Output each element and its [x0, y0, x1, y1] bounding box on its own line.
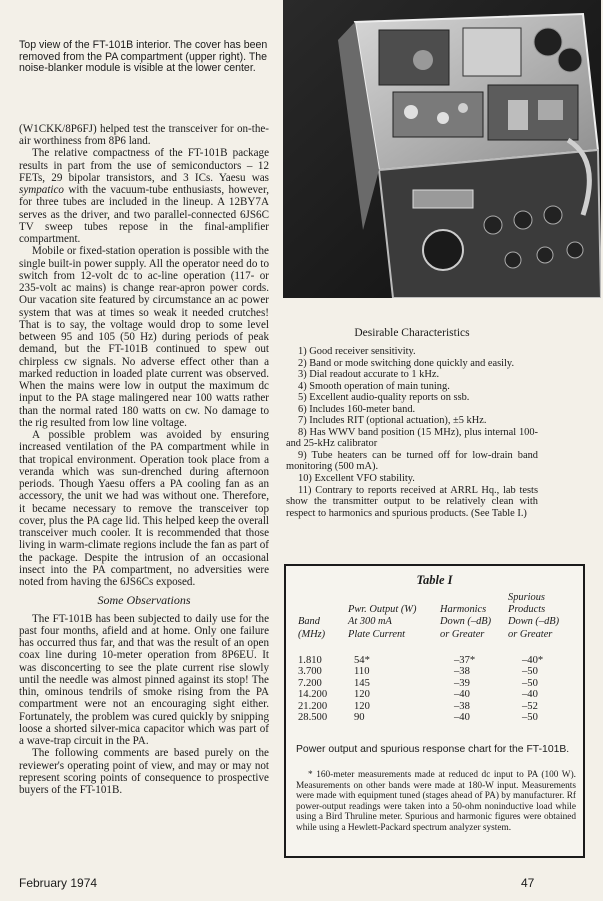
- table-cell: –40: [454, 712, 470, 724]
- characteristic-item: 11) Contrary to reports received at ARRL Hq., lab tests show the transmitter output to be relatively clean with respect to harmonics and spurious products. (See Table I.): [286, 484, 538, 519]
- header-line: [298, 604, 325, 616]
- transceiver-photo-graphic: [283, 0, 601, 298]
- characteristic-item: 7) Includes RIT (optional actuation), ±5 kHz.: [298, 415, 487, 427]
- header-line: Plate Current: [348, 628, 406, 640]
- table-cell: –40*: [522, 655, 544, 666]
- table-cell: 54*: [354, 655, 370, 666]
- page-number: 47: [521, 876, 535, 890]
- article-paragraph: (W1CKK/8P6FJ) helped test the transceiver for on-the-air worthiness from 8P6 land.: [19, 122, 269, 148]
- article-paragraph: The FT-101B has been subjected to daily use for the past four months, afield and at home. Only one failure has occurred thus far, and that was the result of an open coax line during 10-meter operation from 8P6EU. It was disconcerting to see the plate current rise slowly until the needle was almost pinned against its stop! The thin, ominous tendrils of smoke rising from the PA compartment were not an encouraging sight either. Fortunately, the problem was cured quickly by snipping loose a shorted silver-mica capacitor which was part of a wave-trap circuit in the PA.: [19, 612, 269, 748]
- header-line: or Greater: [440, 628, 485, 640]
- characteristics-section: [286, 327, 538, 519]
- characteristic-item: 6) Includes 160-meter band.: [298, 403, 416, 415]
- table-cell: –38: [454, 700, 470, 712]
- article-paragraph: [19, 147, 269, 245]
- section-heading: Some Observations: [97, 593, 191, 608]
- table-cell: 110: [354, 666, 370, 678]
- article-body: [19, 123, 269, 797]
- article-paragraph: Mobile or fixed-station operation is possible with the single built-in power supply. All the operator need do to switch from 12-volt dc to ac-line operation (117- or 235-volt ac mains) is change rear-apron power cords. Our vacation site featured by circumstance an ac power system that was at times so weak it needed crutches! That is to say, the voltage would drop to some level between 95 and 105 (50 Hz) during periods of peak demand, but the FT-101B continued to spew out chirpless cw signals. No adverse effect other than a marked reduction in loaded plate current was observed. When the mains were low in output the maximum dc input to the PA stage malingered near 100 watts rather than the normal rated 180 watts on cw. No damage to the rig resulted from low line voltage.: [19, 245, 269, 429]
- table-cell: 1.810: [298, 655, 322, 666]
- table-cell: –37*: [454, 655, 476, 666]
- header-line: Harmonics: [440, 604, 487, 616]
- header-line: (MHz): [298, 628, 326, 640]
- table-cell: 120: [354, 689, 370, 701]
- header-line: Band: [298, 616, 320, 628]
- header-line: Down (–dB): [440, 616, 492, 628]
- table-cell: –50: [522, 666, 538, 678]
- table-cell: 21.200: [298, 700, 328, 712]
- header-line: Spurious: [508, 592, 545, 603]
- table-cell: –50: [522, 677, 538, 689]
- power-column: [354, 655, 370, 723]
- header-line: Products: [508, 604, 546, 616]
- table-cell: 90: [354, 712, 365, 724]
- header-line: [348, 592, 416, 604]
- header-harmonics: [440, 592, 491, 641]
- characteristic-item: 8) Has WWV band position (15 MHz), plus internal 100- and 25-kHz calibrator: [286, 426, 538, 450]
- table-cell: –40: [454, 689, 470, 701]
- header-power: [348, 592, 416, 641]
- issue-date: February 1974: [19, 876, 98, 890]
- header-spurious: [508, 592, 559, 641]
- spurious-column: [522, 655, 543, 723]
- header-band: [298, 592, 325, 641]
- table-footnote: * 160-meter measurements made at reduced dc input to PA (100 W). Measurements on other bands were made at 180-W input. Measurements were made with equipment tuned (stages ahead of PA) by manufacturer. Rf power-output readings were taken into a 50-ohm noninductive load while using a Bird Thruline meter. Spurious and harmonic figures were obtained while using a Hewlett-Packard spectrum analyzer system.: [296, 770, 576, 833]
- table-cell: –50: [522, 712, 538, 724]
- italic-word: sympatico: [19, 184, 64, 197]
- article-paragraph: A possible problem was avoided by ensuring increased ventilation of the PA compartment while in that tropical environment. Operation took place from a veranda which was sun-drenched during afternoon periods. Though Yaesu offers a PA cooling fan as an accessory, the unit we had was without one. Therefore, it became necessary to remove the transceiver top cover, plus the PA cage lid. This helped keep the overall transceiver much cooler. It is recommended that those living in warm-climate regions include the fan as part of the package. Despite the intrusion of an occasional insect into the PA compartment, no adversities were noted from having the 6JS6Cs exposed.: [19, 429, 269, 589]
- table-cell: 120: [354, 700, 370, 712]
- table-title: Table I: [416, 573, 453, 587]
- photo-caption: Top view of the FT-101B interior. The cover has been removed from the PA compartment (upper right). The noise-blanker module is visible at the lower center.: [19, 39, 268, 75]
- article-text: The relative compactness of the FT-101B package results in part from the use of semiconductors – 12 FETs, 29 bipolar transistors, and 3 ICs. Yaesu was: [19, 147, 269, 184]
- table-cell: 145: [354, 677, 370, 689]
- left-column: [19, 40, 269, 796]
- table-cell: 3.700: [298, 666, 322, 678]
- characteristic-item: 9) Tube heaters can be turned off for low-drain band monitoring (500 mA).: [286, 449, 538, 473]
- table-cell: –39: [454, 677, 470, 689]
- characteristic-item: 4) Smooth operation of main tuning.: [298, 380, 450, 392]
- transceiver-interior-photo: [283, 0, 601, 298]
- harmonics-column: [454, 655, 475, 723]
- header-line: Pwr. Output (W): [348, 604, 417, 616]
- article-text: with the vacuum-tube enthusiasts, however, for three tubes are included in the lineup. A 12BY7A serves as the driver, and two parallel-connected 6JS6C TV sweep tubes repose in the final-amplifier compartment.: [19, 184, 269, 246]
- article-paragraph: The following comments are based purely on the reviewer's operating point of view, and may or may not represent scoring points of consequence to prospective buyers of the FT-101B.: [19, 747, 269, 797]
- characteristics-list: [286, 346, 538, 519]
- band-column: [298, 655, 327, 723]
- table-cell: –40: [522, 689, 538, 701]
- characteristic-item: 10) Excellent VFO stability.: [298, 473, 415, 485]
- header-line: Down (–dB): [508, 616, 560, 628]
- characteristic-item: 1) Good receiver sensitivity.: [298, 346, 416, 357]
- table-cell: 14.200: [298, 689, 328, 701]
- table-cell: –52: [522, 700, 538, 712]
- table-caption: Power output and spurious response chart for the FT-101B.: [296, 744, 570, 755]
- header-line: [440, 592, 491, 604]
- table-cell: –38: [454, 666, 470, 678]
- header-line: or Greater: [508, 628, 553, 640]
- table-cell: 28.500: [298, 712, 328, 724]
- characteristic-item: 3) Dial readout accurate to 1 kHz.: [298, 369, 440, 381]
- characteristic-item: 2) Band or mode switching done quickly and easily.: [298, 357, 515, 369]
- header-line: [298, 592, 325, 604]
- header-line: At 300 mA: [348, 616, 392, 628]
- characteristic-item: 5) Excellent audio-quality reports on ssb.: [298, 392, 470, 404]
- characteristics-title: Desirable Characteristics: [354, 327, 470, 339]
- table-cell: 7.200: [298, 677, 322, 689]
- table-box: [284, 564, 585, 858]
